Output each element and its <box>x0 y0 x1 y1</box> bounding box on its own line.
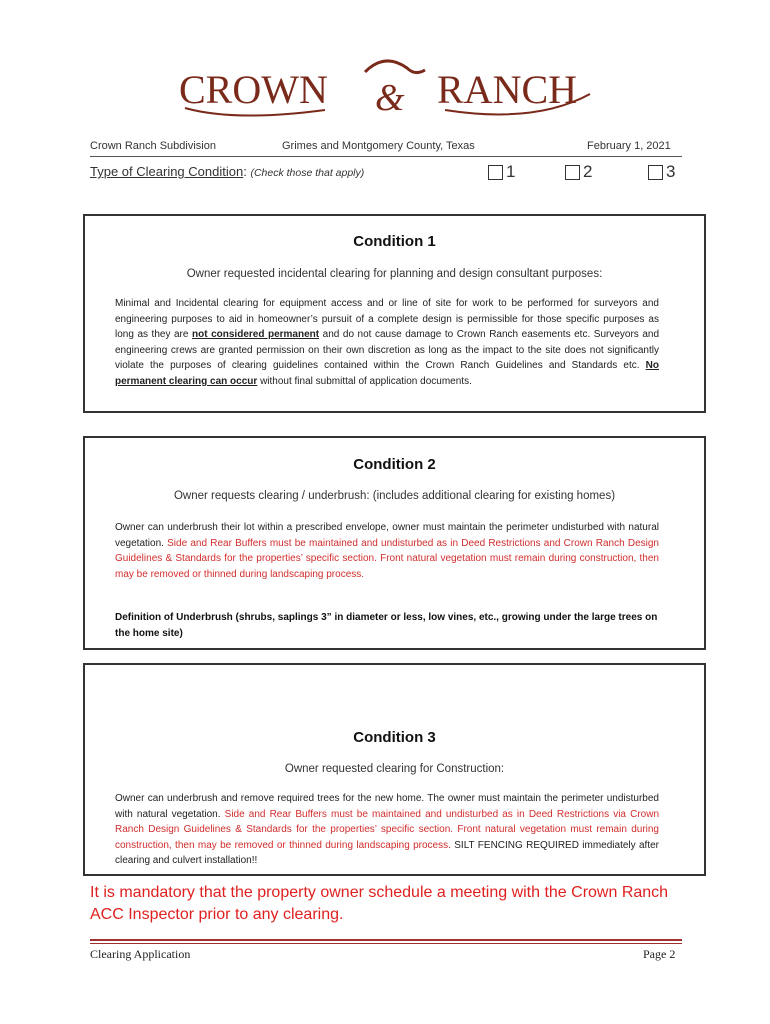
condition-3-text: Owner can underbrush and remove required trees for the new home. The owner must maintain the perimeter undisturbed with natural vegetation. <box>115 793 659 820</box>
header-subdivision: Crown Ranch Subdivision <box>90 140 216 152</box>
condition-1-checkbox-group[interactable] <box>488 162 515 182</box>
no-permanent-clearing-text: No permanent clearing can occur <box>115 360 660 387</box>
crown-ranch-logo <box>175 48 595 130</box>
condition-2-checkbox-label: 2 <box>583 162 593 181</box>
mandatory-inspection-notice: It is mandatory that the property owner schedule a meeting with the Crown Ranch ACC Inspector prior to any clearing. <box>90 884 669 923</box>
clearing-type-colon: : <box>243 164 247 179</box>
condition-3-body <box>115 791 659 869</box>
condition-1-body <box>115 296 659 390</box>
header-divider <box>90 156 682 157</box>
condition-1-text-cont: and do not cause damage to Crown Ranch easements etc. Surveyors and engineering crews are granted permission on their own discretion as long as the impact to the site does not significantly violate the purposes of clearing guidelines contained within the Crown Ranch Guidelines and Standards etc. <box>115 329 660 372</box>
not-considered-permanent-text: not considered permanent <box>192 329 320 341</box>
condition-2-buffer-text: Side and Rear Buffers must be maintained and undisturbed as in Deed Restrictions and Crown Ranch Design Guidelines & Standards for the properties’ specific section. Front natural vegetation must remain during construction, then may be removed or thinned during landscaping process. <box>115 537 659 580</box>
header-date: February 1, 2021 <box>587 140 671 152</box>
condition-2-checkbox-group[interactable] <box>565 162 592 182</box>
condition-3-checkbox-group[interactable] <box>648 162 675 182</box>
condition-1-text-end: without final submittal of application documents. <box>260 375 472 387</box>
condition-1-box <box>83 214 706 413</box>
condition-1-title: Condition 1 <box>353 233 436 250</box>
footer-document-name: Clearing Application <box>90 947 191 961</box>
logo-text-right: RANCH <box>437 67 578 112</box>
condition-3-buffer-text: Side and Rear Buffers must be maintained and undisturbed as in Deed Restrictions via Crown Ranch Design Guidelines & Standards for the properties’ specific section. Front natural vegetation must remain during construction, then may be removed or thinned during landscaping process. <box>115 808 660 851</box>
clearing-type-hint: (Check those that apply) <box>250 167 365 179</box>
condition-3-box <box>83 663 706 876</box>
header-county: Grimes and Montgomery County, Texas <box>282 140 475 152</box>
clearing-type-label <box>90 164 364 179</box>
condition-2-title: Condition 2 <box>353 456 436 473</box>
condition-3-title: Condition 3 <box>353 729 436 746</box>
condition-3-checkbox[interactable] <box>648 165 663 180</box>
logo-text-left: CROWN <box>179 67 328 112</box>
clearing-type-title: Type of Clearing Condition <box>90 164 244 179</box>
condition-1-checkbox[interactable] <box>488 165 503 180</box>
condition-2-subtitle: Owner requests clearing / underbrush: (includes additional clearing for existing homes) <box>173 490 616 502</box>
condition-2-box <box>83 436 706 650</box>
logo-ampersand: & <box>375 77 405 119</box>
footer-rule-thin <box>90 943 682 944</box>
condition-2-text: Owner can underbrush their lot within a prescribed envelope, owner must maintain the perimeter undisturbed with natural vegetation. <box>115 522 659 549</box>
condition-1-checkbox-label: 1 <box>506 162 516 181</box>
condition-3-checkbox-label: 3 <box>666 162 676 181</box>
logo-hat-icon <box>365 61 425 73</box>
condition-1-subtitle: Owner requested incidental clearing for planning and design consultant purposes: <box>186 268 603 280</box>
underbrush-definition: Definition of Underbrush (shrubs, saplings 3” in diameter or less, low vines, etc., growing under the large trees on the home site) <box>115 612 658 639</box>
condition-2-body <box>115 520 659 582</box>
silt-fencing-text: SILT FENCING REQUIRED immediately after clearing and culvert installation!! <box>115 839 660 867</box>
footer-page-number: Page 2 <box>643 947 676 961</box>
condition-3-subtitle: Owner requested clearing for Construction: <box>284 763 505 775</box>
condition-1-text: Minimal and Incidental clearing for equipment access and or line of site for work to be performed for surveyors and engineering purposes to aid in homeowner’s pursuit of a complete design is permissible for those specific purposes as long as they are <box>115 298 659 341</box>
footer-rule-thick <box>90 939 682 941</box>
condition-2-checkbox[interactable] <box>565 165 580 180</box>
